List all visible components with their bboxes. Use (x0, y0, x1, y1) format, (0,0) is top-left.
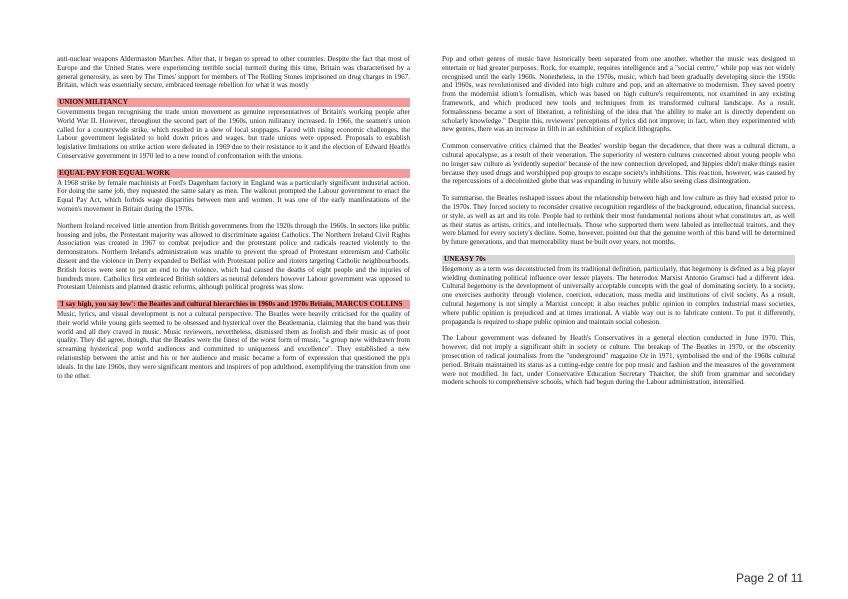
left-column (57, 55, 410, 380)
paragraph-hegemony: Hegemony as a term was deconstructed from its traditional definition, particularly, that hegemony is defined as a big player wielding dominating political influence over lesser players. The heterodox Marxist Antonio Gramsci had a different idea. Cultural hegemony is the development of universally acceptable concepts with the goal of dominating society. In a society, one exercises authority through violence, coercion, education, mass media and institutions of civil society. As a result, cultural hegemony is not simply a Marxist concept; it also reaches public opinion in complex industrial mass societies, where public opinion is prejudiced and at times irrational. A viable way out is to fabricate content. To put it differently, propaganda is required to shape public opinion and maintain social cohesion. (442, 264, 795, 326)
heading-uneasy-70s: UNEASY 70s (442, 255, 795, 264)
heading-equal-pay: EQUAL PAY FOR EQUAL WORK (57, 169, 410, 178)
page-number: Page 2 of 11 (736, 571, 804, 585)
paragraph-labour-defeat: The Labour government was defeated by Heath's Conservatives in a general election conducted in June 1970. This, however, did not imply a significant shift in society or culture. The breakup of The Beatles in 1970, or the obscenity prosecution of radical journalists from the "underground" magazine Oz in 1971, symbolised the end of the 1960s cultural period. Britain maintained its status as a cutting-edge centre for pop music and fashion and the measures of the government were not modified. In fact, under Conservative Education Secretary Thatcher, the shift from grammar and secondary modern schools to comprehensive schools, which had begun during the Labour administration, intensified. (442, 334, 795, 387)
paragraph-beatles: Music, lyrics, and visual development is not a cultural perspective. The Beatles were heavily criticised for the quality of their world while young girls seemed to be obsessed and hysterical over the Beatlemania, claiming that the band was their world and all they craved in music. Music reviewers, nevertheless, dismissed them as foolish and their music as of poor quality. They did agree, though, that the Beatles were the finest of the worst form of music, "a group now withdrawn from screaming hysterical pop world audiences and committed to uniqueness and excellence". They established a new relationship between the artist and his or her audience and music became a form of expression that questioned the pp's ideals. In the late 1960s, they were significant mentors and inspirers of pop adulthood, exemplifying the transition from one to the other. (57, 309, 410, 380)
paragraph-summary: To summarise, the Beatles reshaped issues about the relationship between high and low culture as they had existed prior to the 1970s. They forced society to reconsider creative recognition regardless of the background, education, financial success, or style, as well as art and its role. People had to rethink their most fundamental notions about what constitutes art, as well as their status as artists, critics, and intellectuals. Those who supported them were labeled as intellectual traitors, and they were blamed for every society's decline. Some, however, pointed out that the genuine worth of this band will be determined by future generations, and that memorability must be built over years, not months. (442, 194, 795, 247)
paragraph-intro: anti-nuclear weapons Aldermaston Marches. After that, it began to spread to other countries. Despite the fact that most of Europe and the United States were experiencing terrible social turmoil during this time, Britain was characterised by a general generosity, as seen by The Times' support for members of The Rolling Stones imprisoned on drug charges in 1967. Britain, which was essentially secure, embraced teenage rebellion for what it was mostly (57, 55, 410, 90)
paragraph-pop-genres: Pop and other genres of music have historically been separated from one another, whether the music was designed to entertain or had greater purposes. Rock, for example, requires intelligence and a "social centre," while pop was not widely recognised until the early 1960s. Nonetheless, in the 1970s, music, which had been gradually developing since the 1950s and 1960s, was revolutionised and divided into high culture and pop, and an alternative to modernism. They saved poetry from the modernist idiom's formalism, which was based on high culture's requirements, not examined in any existing framework, and which produced new tools and techniques from its transformed cultural landscape. As a result, formalessness became a sort of liberation, a refinishing of the idea that 'the ability to make art is directly dependent on scholarly knowledge." Despite this, reviewers' perceptions of lyrics did not improve; in fact, when they experimented with new genres, there was an increase in filth in an exhibition of explicit lithographs. (442, 55, 795, 134)
paragraph-equal-pay: A 1968 strike by female machinists at Ford's Dagenham factory in England was a particularly significant industrial action. For doing the same job, they requested the same salary as men. The walkout prompted the Labour government to enact the Equal Pay Act, which forbids wage disparities between men and women. It was one of the early manifestations of the women's movement in Britain during the 1970s. (57, 178, 410, 213)
paragraph-northern-ireland: Northern Ireland received little attention from British governments from the 1920s through the 1960s. In sectors like public housing and jobs, the Protestant majority was allowed to discriminate against Catholics. The Northern Ireland Civil Rights Association was created in 1967 to combat prejudice and the protestant police and radicals reacted violently to the demonstrators. Northern Ireland's administration was unable to prevent the spread of Protestant extremism and Catholic dissent and the violence in Derry expanded to Belfast with Protestant police and rioters targeting Catholic neighbourhoods. British forces were sent to put an end to the violence, which had caused the deaths of eight people and the injuries of hundreds more. Catholics first embraced British soldiers as neutral defenders however Labour government was opposed to Protestant Unionists and planned drastic reforms, although political progress was slow. (57, 221, 410, 292)
paragraph-conservative-critics: Common conservative critics claimed that the Beatles' worship began the decadence, that there was a cultural dictum, a cultural apocalypse, as a result of their veneration. The superiority of western cultures concerned about young people who no longer saw culture as 'evidently superior' because of the new connection developed, and hippies didn't make things easier because they used drugs and worshipped pop groups to escape society's inhibitions. This reaction, however, was caused by the repercussions of a decolonized globe that was expanding in luxury while also seeing class disintegration. (442, 142, 795, 186)
right-column (442, 55, 795, 387)
heading-beatles-article: 'I say high, you say low': the Beatles and cultural hierarchies in 1960s and 1970s Britain, MARCUS COLLINS (57, 300, 410, 309)
paragraph-union-militancy: Governments began recognising the trade union movement as genuine representatives of Britain's working people after World War II. However, throughout the second part of the 1960s, union militancy increased. In 1966, the seamen's union called for a countrywide strike, which resulted in a slew of local stoppages. Faced with rising economic challenges, the Labour government legislated to hold down prices and wages, but trade unions were opposed. Proposals to establish legislative limitations on strike action were defeated in 1969 due to their resistance to it and the election of Edward Heath's Conservative government in 1970 led to a new round of confrontation with the unions. (57, 107, 410, 160)
heading-union-militancy: UNION MILITANCY (57, 98, 410, 107)
